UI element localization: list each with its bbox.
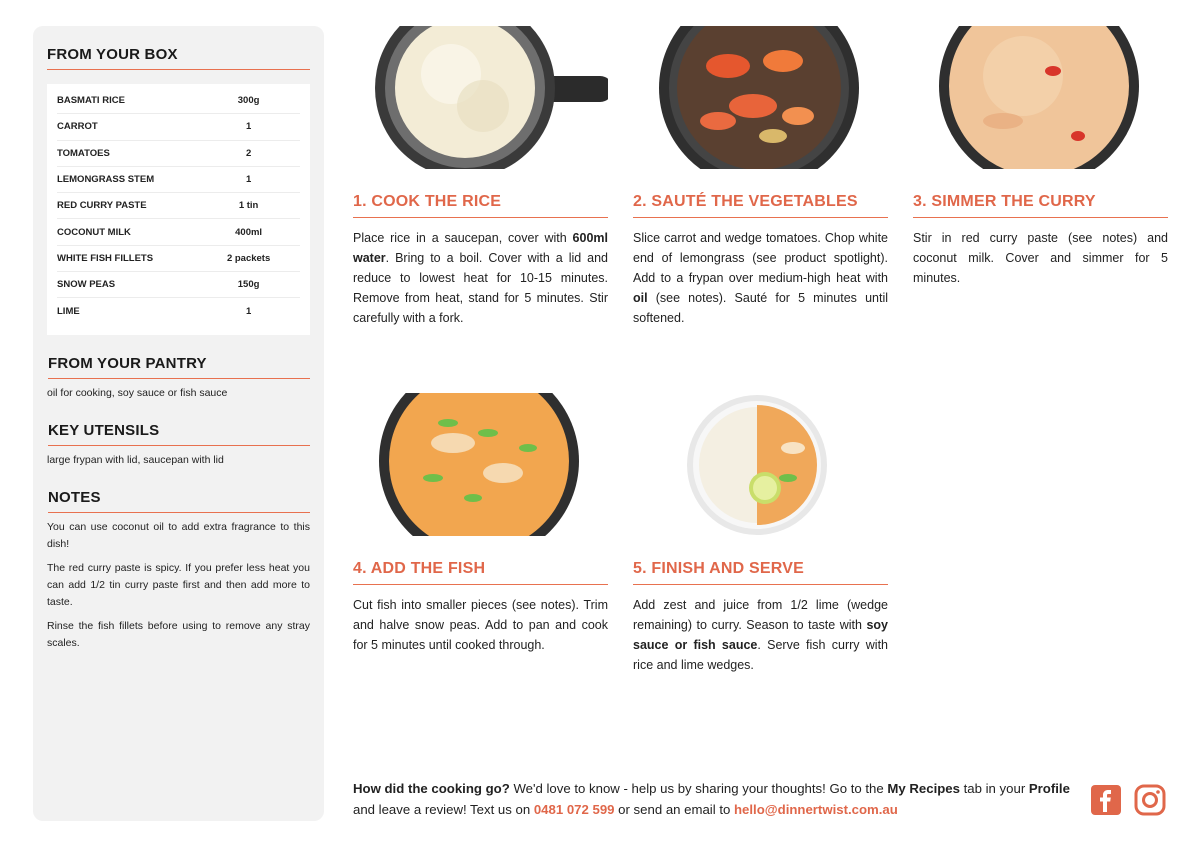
ingredient-row — [57, 298, 300, 324]
text-run: My Recipes — [887, 781, 960, 796]
ingredient-row — [57, 193, 300, 219]
ingredient-name: LIME — [57, 306, 80, 318]
text-run: Place rice in a saucepan, cover with — [353, 231, 573, 245]
box-ingredients-table — [47, 84, 310, 335]
text-run: tab in your — [959, 781, 1029, 796]
ingredient-qty: 1 — [245, 306, 252, 318]
ingredient-name: COCONUT MILK — [57, 226, 131, 238]
from-your-pantry-heading: FROM YOUR PANTRY — [48, 355, 310, 379]
note-item: You can use coconut oil to add extra fragrance to this dish! — [47, 520, 310, 550]
ingredient-row — [57, 272, 300, 298]
text-run: . Bring to a boil. Cover with a lid and reduce to lowest heat for 10-15 minutes. Remove from heat, stand for 5 minutes. Stir carefully with a fork. — [353, 251, 608, 325]
text-run: oil — [633, 291, 648, 305]
step-3-body — [913, 228, 1168, 288]
step-4-body — [353, 595, 608, 655]
instagram-icon[interactable] — [1134, 784, 1166, 816]
text-run: Stir in red curry paste (see notes) and coconut milk. Cover and simmer for 5 minutes. — [913, 231, 1168, 285]
ingredient-row — [57, 167, 300, 193]
step-5-body — [633, 595, 888, 675]
contact-link[interactable]: 0481 072 599 — [533, 802, 615, 817]
key-utensils-heading: KEY UTENSILS — [48, 422, 310, 446]
ingredient-row — [57, 88, 300, 114]
notes-list — [47, 519, 310, 652]
text-run: 600ml water — [353, 231, 608, 265]
text-run: (see notes). Sauté for 5 minutes until softened. — [633, 291, 888, 325]
ingredient-qty: 1 — [245, 174, 252, 186]
ingredient-row — [57, 141, 300, 167]
text-run: and leave a review! Text us on — [353, 802, 534, 817]
simmering-curry-photo — [913, 26, 1168, 169]
sauteed-vegetables-photo — [633, 26, 888, 169]
text-run: How did the cooking go? — [353, 781, 510, 796]
note-item: The red curry paste is spicy. If you prefer less heat you can add 1/2 tin curry paste first and then add more to taste. — [47, 561, 310, 608]
ingredient-name: BASMATI RICE — [57, 95, 125, 107]
facebook-icon[interactable] — [1090, 784, 1122, 816]
contact-link[interactable]: hello@dinnertwist.com.au — [734, 802, 898, 817]
pantry-text: oil for cooking, soy sauce or fish sauce — [47, 386, 228, 399]
ingredient-name: CARROT — [57, 121, 98, 133]
text-run: We'd love to know - help us by sharing your thoughts! Go to the — [509, 781, 888, 796]
text-run: Add zest and juice from 1/2 lime (wedge remaining) to curry. Season to taste with — [633, 598, 888, 632]
ingredient-qty: 2 — [245, 147, 252, 159]
text-run: . Serve fish curry with rice and lime wedges. — [633, 638, 889, 672]
text-run: soy sauce or fish sauce — [633, 618, 888, 652]
notes-heading: NOTES — [48, 489, 310, 513]
utensils-text: large frypan with lid, saucepan with lid — [47, 453, 224, 466]
ingredient-row — [57, 114, 300, 140]
ingredient-qty: 300g — [237, 95, 260, 107]
step-2-title: 2. SAUTÉ THE VEGETABLES — [633, 193, 888, 218]
text-run: Profile — [1028, 781, 1070, 796]
text-run: Cut fish into smaller pieces (see notes). Trim and halve snow peas. Add to pan and cook for 5 minutes until cooked through. — [353, 598, 608, 652]
review-footer-text — [353, 778, 1073, 820]
ingredient-name: RED CURRY PASTE — [57, 200, 147, 212]
step-2-body — [633, 228, 888, 328]
ingredient-qty: 400ml — [235, 226, 263, 238]
served-dish-photo — [633, 393, 888, 536]
ingredient-qty: 150g — [237, 279, 260, 291]
ingredient-row — [57, 246, 300, 272]
ingredient-name: TOMATOES — [57, 147, 110, 159]
ingredient-name: WHITE FISH FILLETS — [57, 252, 154, 264]
ingredient-qty: 1 tin — [238, 200, 259, 212]
fish-curry-pan-photo — [353, 393, 608, 536]
rice-pot-photo — [353, 26, 608, 169]
ingredient-name: SNOW PEAS — [57, 279, 116, 291]
ingredient-row — [57, 219, 300, 245]
step-1-body — [353, 228, 608, 328]
text-run: or send an email to — [614, 802, 734, 817]
ingredients-sidebar — [33, 26, 324, 821]
text-run: Slice carrot and wedge tomatoes. Chop white end of lemongrass (see product spotlight). Add to a frypan over medium-high heat with — [633, 231, 888, 285]
step-5-title: 5. FINISH AND SERVE — [633, 560, 888, 585]
step-3-title: 3. SIMMER THE CURRY — [913, 193, 1168, 218]
note-item: Rinse the fish fillets before using to remove any stray scales. — [47, 619, 310, 649]
ingredient-name: LEMONGRASS STEM — [57, 174, 155, 186]
ingredient-qty: 1 — [245, 121, 252, 133]
step-1-title: 1. COOK THE RICE — [353, 193, 608, 218]
ingredient-qty: 2 packets — [226, 252, 271, 264]
from-your-box-heading: FROM YOUR BOX — [47, 46, 310, 70]
step-4-title: 4. ADD THE FISH — [353, 560, 608, 585]
